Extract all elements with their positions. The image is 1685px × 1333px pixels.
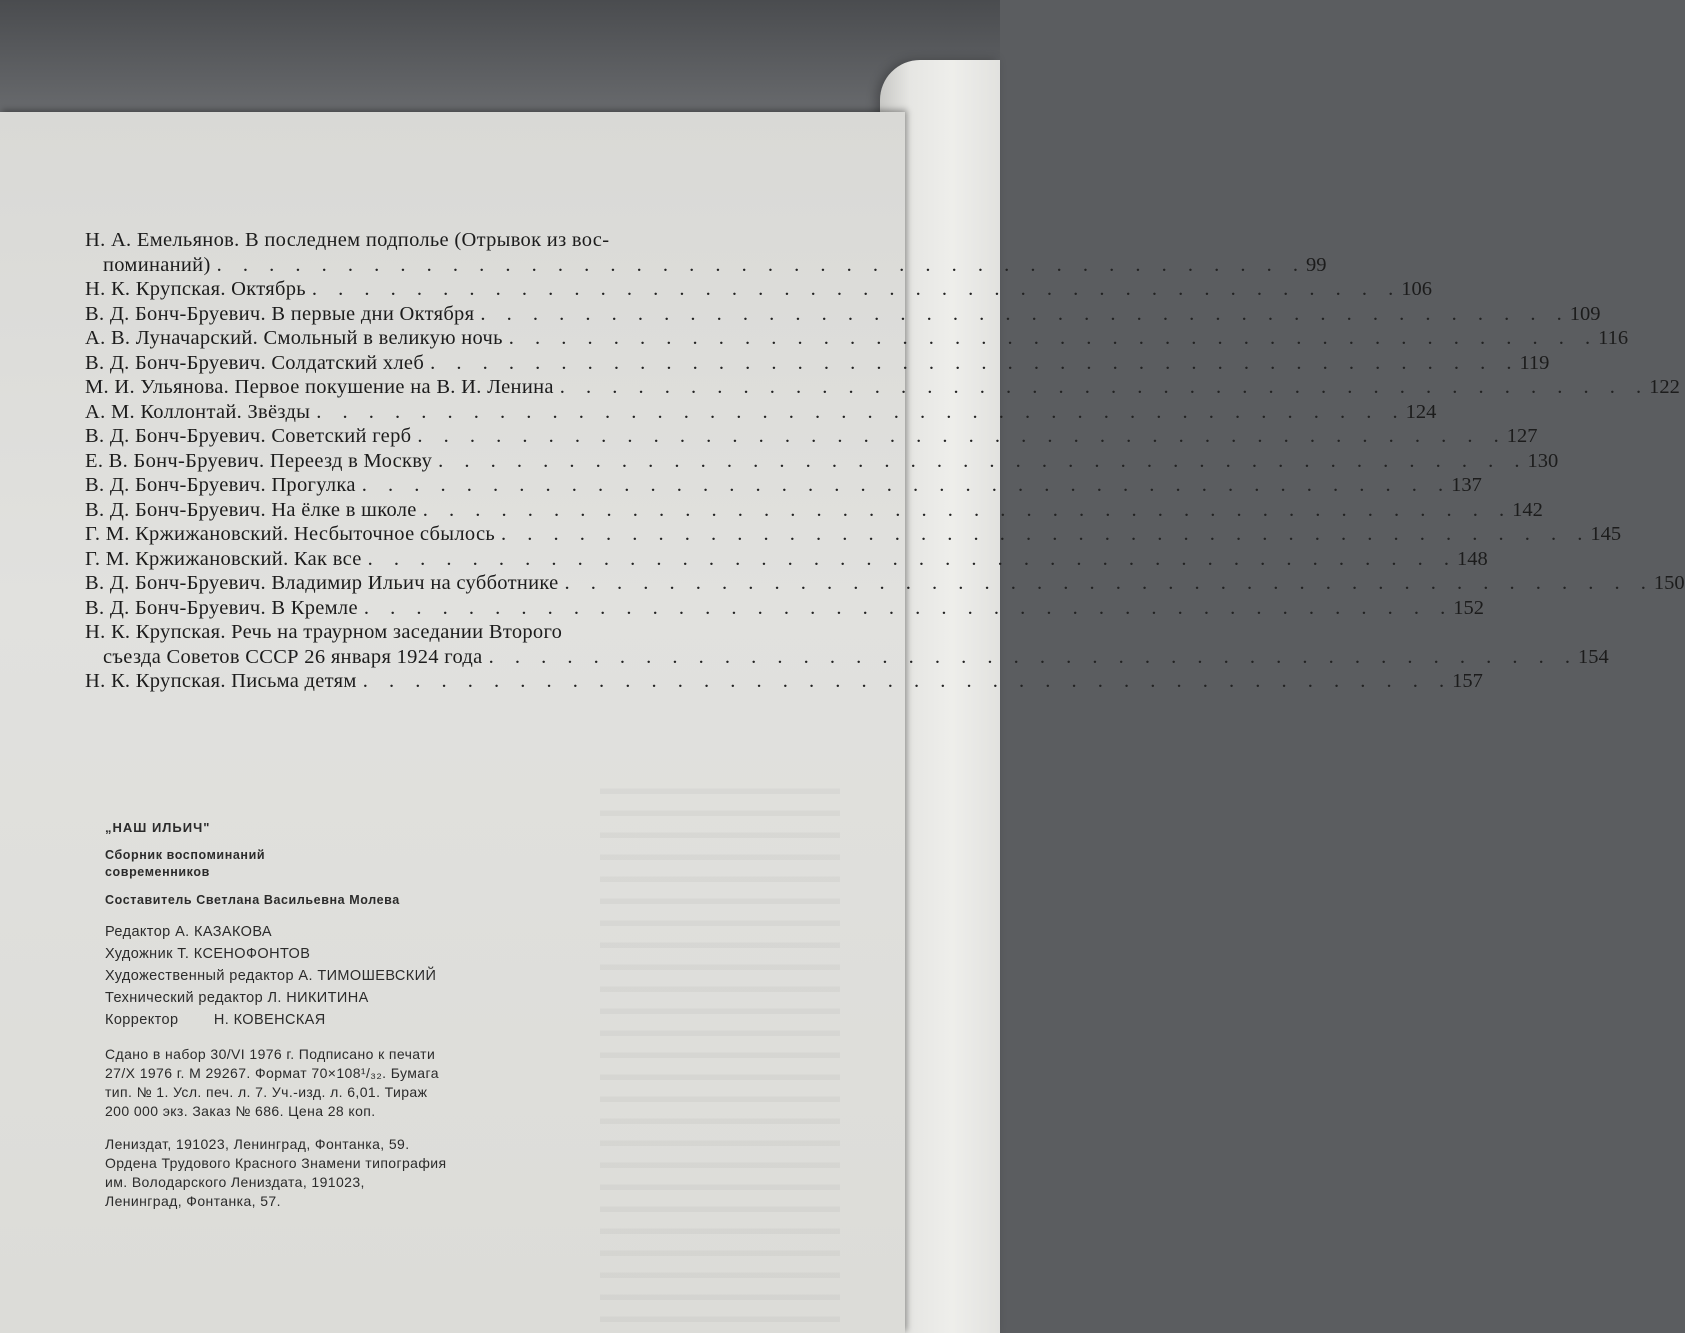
toc-entry-title: В. Д. Бонч-Бруевич. Солдатский хлеб <box>85 351 425 374</box>
staff-role: Технический редактор <box>105 990 264 1006</box>
staff-row <box>105 943 625 965</box>
toc-page-number: 148 <box>1457 547 1488 570</box>
toc-page-number: 152 <box>1453 596 1484 619</box>
toc-page-number: 142 <box>1512 498 1543 521</box>
toc-entry-title-cont: съезда Советов СССР 26 января 1924 года <box>103 645 483 668</box>
toc-page-number: 106 <box>1401 278 1433 300</box>
toc-page-number: 157 <box>1452 670 1483 692</box>
publisher-address <box>105 1135 625 1211</box>
toc-page-number: 154 <box>1577 645 1609 668</box>
toc-page-number: 116 <box>1598 327 1629 349</box>
toc-entry-title: Н. К. Крупская. Октябрь <box>85 278 306 300</box>
toc-leader-dots: . . . . . . . . . . . . . . . . . . . . . . . . . . . . . . . . . . . . . . . . . . <box>559 376 1650 398</box>
toc-entry <box>85 228 1327 277</box>
toc-leader-dots: . . . . . . . . . . . . . . . . . . . . . . . . . . . . . . . . . . . . . . . . . . <box>422 498 1513 521</box>
toc-entry-title: В. Д. Бонч-Бруевич. Владимир Ильич на субботнике <box>85 572 559 594</box>
toc-leader-dots: . . . . . . . . . . . . . . . . . . . . . . . . . . . . . . . . . . . . . . . . . . <box>508 327 1599 349</box>
toc-entry <box>85 522 1622 547</box>
address-line: им. Володарского Лениздата, 191023, <box>105 1174 365 1190</box>
toc-entry <box>85 351 1550 376</box>
toc-entry <box>85 449 1559 474</box>
toc-entry-title: А. М. Коллонтай. Звёзды <box>85 400 311 423</box>
show-through-text <box>600 772 840 1332</box>
staff-name: А. ТИМОШЕВСКИЙ <box>298 968 437 984</box>
toc-entry-title: В. Д. Бонч-Бруевич. Советский герб <box>85 425 412 447</box>
toc-entry-title: Н. К. Крупская. Речь на траурном заседании Второго <box>85 621 563 643</box>
staff-role: Редактор <box>105 924 171 940</box>
book-subtitle <box>105 847 625 881</box>
staff-row <box>105 987 625 1009</box>
book-subtitle-line: современников <box>105 865 210 879</box>
toc-entry <box>85 302 1601 327</box>
toc-entry-title: Г. М. Кржижановский. Несбыточное сбылось <box>85 523 495 545</box>
toc-leader-dots: . . . . . . . . . . . . . . . . . . . . . . . . . . . . . . . . . . . . . . . . . . <box>488 645 1578 668</box>
toc-leader-dots: . . . . . . . . . . . . . . . . . . . . . . . . . . . . . . . . . . . . . . . . . . <box>430 351 1520 374</box>
toc-entry <box>85 498 1543 523</box>
staff-name: А. КАЗАКОВА <box>175 924 272 940</box>
table-of-contents <box>85 228 1685 694</box>
staff-credits <box>105 921 625 1031</box>
print-details <box>105 1045 625 1121</box>
staff-name: Л. НИКИТИНА <box>267 990 369 1006</box>
staff-row <box>105 965 625 987</box>
toc-leader-dots: . . . . . . . . . . . . . . . . . . . . . . . . . . . . . . . . . . . . . . . . . . <box>417 425 1507 447</box>
toc-page-number: 124 <box>1405 400 1437 423</box>
book-title: „НАШ ИЛЬИЧ" <box>105 820 211 835</box>
toc-entry-title: Н. К. Крупская. Письма детям <box>85 670 357 692</box>
staff-name: Н. КОВЕНСКАЯ <box>213 1012 326 1028</box>
toc-leader-dots: . . . . . . . . . . . . . . . . . . . . . . . . . . . . . . . . . . . . . . . . . . <box>361 474 1452 496</box>
toc-entry <box>85 277 1433 302</box>
staff-role: Корректор <box>105 1012 179 1028</box>
toc-leader-dots: . . . . . . . . . . . . . . . . . . . . . . . . . . . . . . . . . . . . . . . . . . <box>480 302 1570 325</box>
print-line: Сдано в набор 30/VI 1976 г. Подписано к печати <box>105 1046 436 1062</box>
toc-page-number: 99 <box>1305 253 1327 276</box>
staff-name: Т. КСЕНОФОНТОВ <box>177 946 311 962</box>
toc-page-number: 119 <box>1519 351 1550 374</box>
toc-entry-title: В. Д. Бонч-Бруевич. На ёлке в школе <box>85 498 417 521</box>
toc-entry <box>85 596 1484 621</box>
toc-entry-title: Е. В. Бонч-Бруевич. Переезд в Москву <box>85 449 433 472</box>
toc-leader-dots: . . . . . . . . . . . . . . . . . . . . . . . . . . . . . . . . . . . . . . . . . . <box>216 253 1306 276</box>
toc-page-number: 127 <box>1506 425 1538 447</box>
toc-leader-dots: . . . . . . . . . . . . . . . . . . . . . . . . . . . . . . . . . . . . . . . . . . <box>501 523 1591 545</box>
toc-entry <box>85 547 1488 572</box>
toc-entry <box>85 571 1685 596</box>
toc-entry-title: В. Д. Бонч-Бруевич. Прогулка <box>85 474 356 496</box>
print-line: тип. № 1. Усл. печ. л. 7. Уч.-изд. л. 6,01. Тираж <box>105 1084 428 1100</box>
toc-page-number: 109 <box>1569 302 1601 325</box>
toc-entry-title: В. Д. Бонч-Бруевич. В Кремле <box>85 596 358 619</box>
staff-row <box>105 1009 625 1031</box>
print-line: 27/X 1976 г. М 29267. Формат 70×108¹/₃₂. Бумага <box>105 1065 439 1081</box>
toc-page-number: 137 <box>1451 474 1482 496</box>
toc-entry <box>85 473 1482 498</box>
toc-leader-dots: . . . . . . . . . . . . . . . . . . . . . . . . . . . . . . . . . . . . . . . . . . <box>564 572 1654 594</box>
toc-entry <box>85 400 1437 425</box>
background-top <box>0 0 1000 120</box>
toc-entry-title: М. И. Ульянова. Первое покушение на В. И. Ленина <box>85 376 554 398</box>
toc-entry <box>85 669 1483 694</box>
address-line: Ордена Трудового Красного Знамени типография <box>105 1155 447 1171</box>
toc-entry <box>85 375 1680 400</box>
toc-page-number: 130 <box>1527 449 1559 472</box>
toc-entry-title: Г. М. Кржижановский. Как все <box>85 547 362 570</box>
staff-row <box>105 921 625 943</box>
toc-entry <box>85 326 1629 351</box>
toc-entry <box>85 620 1609 669</box>
address-line: Ленинград, Фонтанка, 57. <box>105 1193 281 1209</box>
staff-role: Художественный редактор <box>105 968 294 984</box>
toc-page-number: 145 <box>1590 523 1622 545</box>
toc-leader-dots: . . . . . . . . . . . . . . . . . . . . . . . . . . . . . . . . . . . . . . . . . . <box>438 449 1528 472</box>
toc-entry-title-cont: поминаний) <box>103 253 211 276</box>
toc-entry-title: А. В. Луначарский. Смольный в великую ночь <box>85 327 503 349</box>
toc-leader-dots: . . . . . . . . . . . . . . . . . . . . . . . . . . . . . . . . . . . . . . . . . . <box>367 547 1457 570</box>
book-subtitle-line: Сборник воспоминаний <box>105 848 266 862</box>
toc-leader-dots: . . . . . . . . . . . . . . . . . . . . . . . . . . . . . . . . . . . . . . . . . . <box>311 278 1402 300</box>
staff-role: Художник <box>105 946 173 962</box>
address-line: Лениздат, 191023, Ленинград, Фонтанка, 59. <box>105 1136 410 1152</box>
print-line: 200 000 экз. Заказ № 686. Цена 28 коп. <box>105 1103 376 1119</box>
toc-entry-title: В. Д. Бонч-Бруевич. В первые дни Октября <box>85 302 475 325</box>
toc-leader-dots: . . . . . . . . . . . . . . . . . . . . . . . . . . . . . . . . . . . . . . . . . . <box>363 596 1454 619</box>
toc-page-number: 122 <box>1649 376 1680 398</box>
colophon <box>105 820 625 1211</box>
toc-page-number: 150 <box>1653 572 1685 594</box>
compiler-credit: Составитель Светлана Васильевна Молева <box>105 893 400 907</box>
toc-entry-title: Н. А. Емельянов. В последнем подполье (Отрывок из вос- <box>85 229 610 251</box>
toc-entry <box>85 424 1538 449</box>
toc-leader-dots: . . . . . . . . . . . . . . . . . . . . . . . . . . . . . . . . . . . . . . . . . . <box>316 400 1406 423</box>
toc-leader-dots: . . . . . . . . . . . . . . . . . . . . . . . . . . . . . . . . . . . . . . . . . . <box>362 670 1453 692</box>
